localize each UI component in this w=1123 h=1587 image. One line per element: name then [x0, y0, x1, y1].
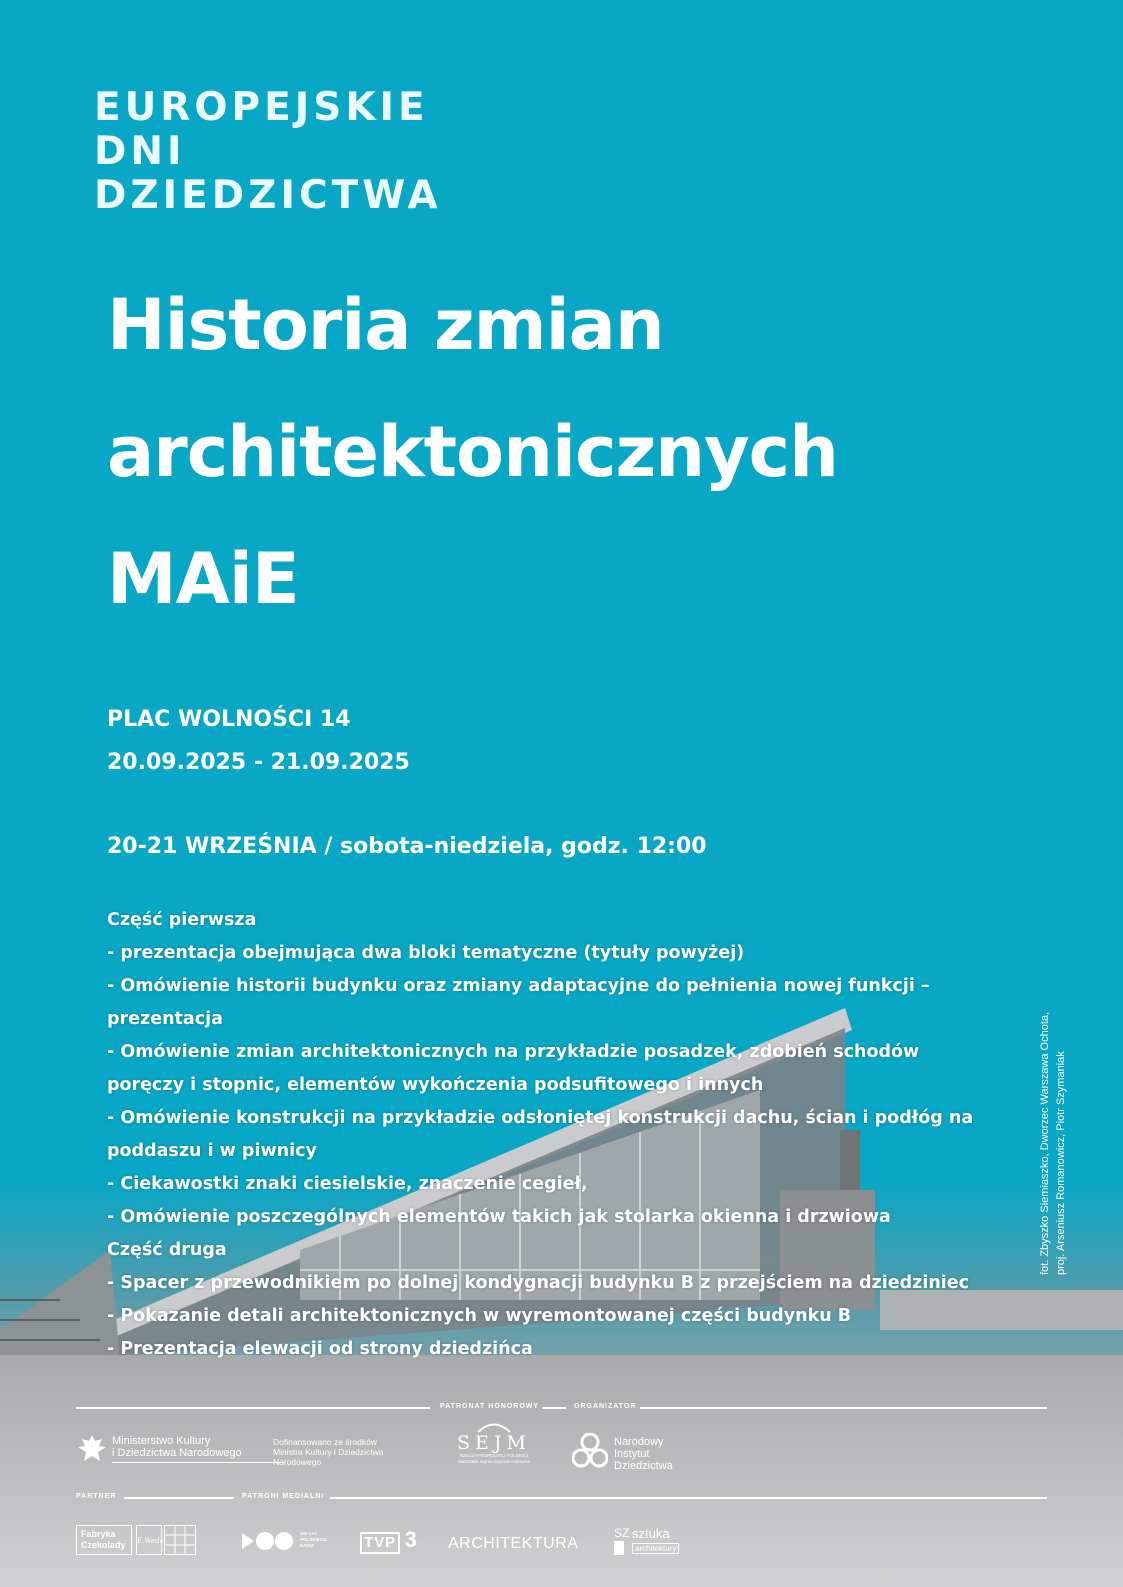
label-partner: PARTNER: [76, 1493, 117, 1500]
funding-line-2: Ministra Kultury i Dziedzictwa: [273, 1447, 384, 1457]
footer-rule: [76, 1407, 430, 1409]
program-list: [107, 904, 997, 1366]
program-line: - Pokazanie detali architektonicznych w wyremontowanej części budynku B: [107, 1306, 852, 1326]
eagle-icon: [76, 1433, 108, 1467]
program-line: - Prezentacja elewacji od strony dziedzińca: [107, 1339, 533, 1359]
tvp-mark: TVP: [360, 1532, 400, 1554]
tvp3-logo: [360, 1529, 417, 1554]
label-honorary-patronage: PATRONAT HONOROWY: [440, 1403, 540, 1410]
ministry-line-2: i Dziedzictwa Narodowego: [112, 1447, 242, 1459]
program-line: Część druga: [107, 1240, 227, 1260]
program-line: - Omówienie konstrukcji na przykładzie odsłoniętej konstrukcji dachu, ścian i podłóg na: [107, 1108, 974, 1128]
footer-logos: [0, 1395, 1123, 1587]
title-line-2: architektonicznych: [107, 411, 838, 493]
footer-rule: [542, 1407, 566, 1409]
wedel-signature: E.Wedel: [136, 1525, 162, 1555]
funding-line-1: Dofinansowano ze środków: [273, 1437, 377, 1447]
funding-line-3: Narodowego: [273, 1457, 322, 1467]
credit-line-2: proj. Arseniusz Romanowicz, Piotr Szymaniak: [1055, 1051, 1067, 1275]
chocolate-grid-icon: [164, 1525, 196, 1555]
program-line: poręczy i stopnic, elementów wykończenia podsufitowego i innych: [107, 1075, 764, 1095]
radio-line-1: 100 LAT: [300, 1531, 318, 1536]
program-line: - Omówienie zmian architektonicznych na przykładzie posadzek, zdobień schodów: [107, 1042, 920, 1062]
program-line: - Omówienie poszczególnych elementów takich jak stolarka okienna i drzwiowa: [107, 1207, 891, 1227]
program-line: prezentacja: [107, 1009, 223, 1029]
event-schedule: 20-21 WRZEŚNIA / sobota-niedziela, godz. 12:00: [107, 834, 707, 859]
sejm-logo: [452, 1421, 536, 1465]
program-line: - Omówienie historii budynku oraz zmiany adaptacyjne do pełnienia nowej funkcji –: [107, 976, 930, 996]
program-line: - Spacer z przewodnikiem po dolnej kondygnacji budynku B z przejściem na dziedziniec: [107, 1273, 970, 1293]
radio-circles-icon: [242, 1531, 296, 1551]
event-title: [107, 262, 1007, 643]
architektura-logo: ARCHITEKTURA: [448, 1535, 579, 1552]
sztuka-architektury-word: architektury: [632, 1543, 679, 1554]
program-line: - Ciekawostki znaki ciesielskie, znaczenie cegieł,: [107, 1174, 588, 1194]
ministry-line-1: Ministerstwo Kultury: [112, 1435, 211, 1447]
nid-line-3: Dziedzictwa: [614, 1460, 673, 1472]
sztuka-architektury-logo: [614, 1527, 694, 1559]
photo-credit: [1037, 1012, 1069, 1275]
nid-emblem-icon: [572, 1433, 608, 1469]
program-line: Część pierwsza: [107, 910, 257, 930]
label-organizer: ORGANIZATOR: [574, 1403, 637, 1410]
footer-rule: [124, 1497, 234, 1499]
title-line-1: Historia zmian: [107, 284, 664, 366]
edd-logo: [94, 86, 442, 218]
sejm-sub-2: Marszałek Sejmu Szymon Hołownia: [458, 1459, 530, 1464]
logo-line-3: DZIEDZICTWA: [94, 173, 442, 218]
footer-rule: [640, 1407, 1047, 1409]
radio-line-3: RADIA: [300, 1543, 315, 1548]
partner-wedel-logo: [76, 1525, 196, 1557]
sztuka-word: sztuka: [632, 1526, 670, 1541]
sztuka-a-block: [614, 1541, 624, 1555]
program-line: poddaszu i w piwnicy: [107, 1141, 317, 1161]
radio-line-2: POLSKIEGO: [300, 1537, 327, 1542]
event-address: PLAC WOLNOŚCI 14: [107, 707, 351, 732]
event-dates: 20.09.2025 - 21.09.2025: [107, 750, 410, 775]
nid-line-2: Instytut: [614, 1448, 650, 1460]
logo-line-1: EUROPEJSKIE: [94, 85, 429, 130]
ministry-underline: [112, 1462, 284, 1463]
title-line-3: MAiE: [107, 538, 299, 620]
sztuka-sz: SZ: [614, 1526, 630, 1540]
label-media-patrons: PATRONI MEDIALNI: [242, 1493, 325, 1500]
partner-line-1: Fabryka: [81, 1529, 116, 1539]
program-line: - prezentacja obejmująca dwa bloki tematyczne (tytuły powyżej): [107, 943, 745, 963]
sejm-sub-1: RZECZYPOSPOLITEJ POLSKIEJ: [459, 1453, 529, 1458]
logo-line-2: DNI: [94, 129, 186, 174]
tvp-number: 3: [404, 1527, 417, 1552]
nid-line-1: Narodowy: [614, 1436, 664, 1448]
sejm-name: SEJM: [457, 1432, 531, 1454]
credit-line-1: fot. Zbyszko Siemiaszko, Dworzec Warszawa Ochota,: [1039, 1011, 1051, 1275]
footer-rule: [330, 1497, 1047, 1499]
partner-line-2: Czekolady: [81, 1540, 126, 1550]
funding-note: [273, 1437, 384, 1467]
